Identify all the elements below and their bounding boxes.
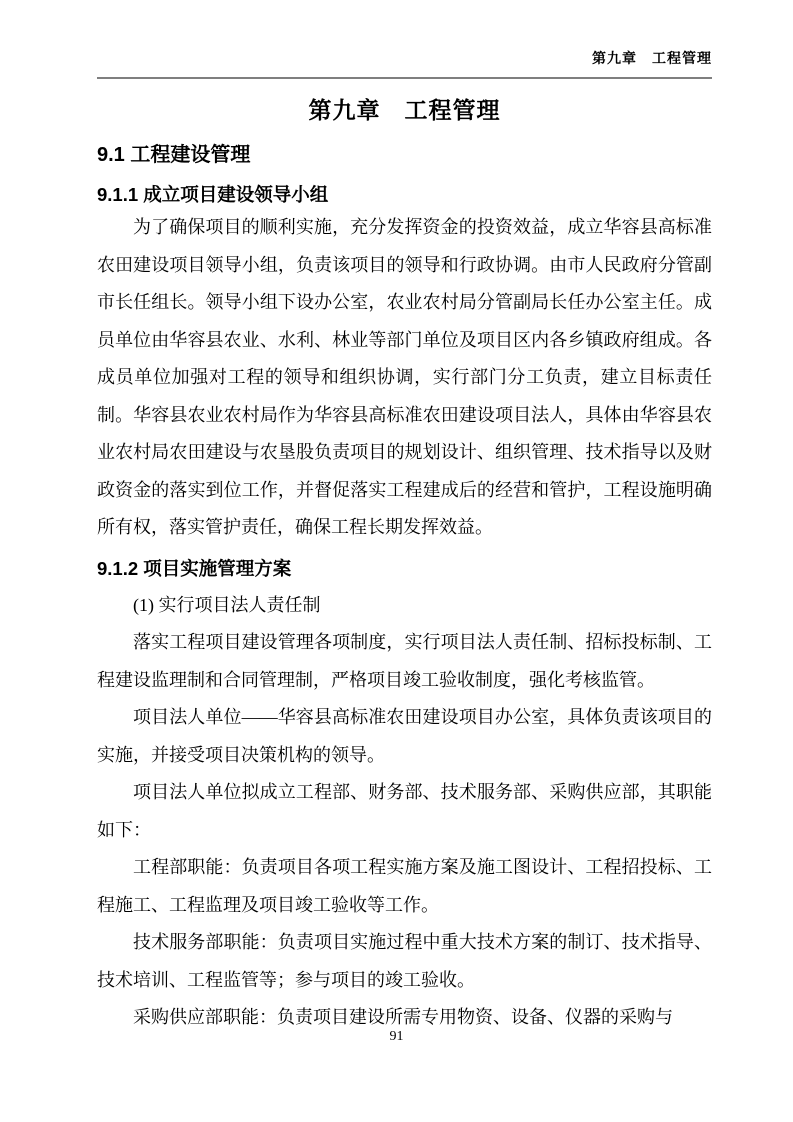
- section-heading-9-1: 9.1 工程建设管理: [97, 144, 251, 166]
- paragraph-legal-person-system: 落实工程项目建设管理各项制度，实行项目法人责任制、招标投标制、工程建设监理制和合同管理制，严格项目竣工验收制度，强化考核监管。: [97, 632, 712, 690]
- paragraph-procurement-dept: 采购供应部职能：负责项目建设所需专用物资、设备、仪器的采购与: [133, 1007, 673, 1027]
- chapter-title: 第九章 工程管理: [308, 97, 501, 123]
- paragraph-engineering-dept: 工程部职能：负责项目各项工程实施方案及施工图设计、工程招投标、工程施工、工程监理及项目竣工验收等工作。: [97, 857, 712, 915]
- header-divider: [97, 77, 712, 79]
- paragraph-legal-person-unit: 项目法人单位——华容县高标准农田建设项目办公室，具体负责该项目的实施，并接受项目决策机构的领导。: [97, 707, 712, 765]
- subsection-heading-9-1-1: 9.1.1 成立项目建设领导小组: [97, 184, 329, 205]
- paragraph-tech-service-dept: 技术服务部职能：负责项目实施过程中重大技术方案的制订、技术指导、技术培训、工程监管等；参与项目的竣工验收。: [97, 932, 712, 990]
- paragraph-departments-list: 项目法人单位拟成立工程部、财务部、技术服务部、采购供应部，其职能如下：: [97, 782, 712, 840]
- paragraph-item-1-title: (1) 实行项目法人责任制: [133, 594, 321, 615]
- running-header: 第九章 工程管理: [592, 52, 712, 67]
- subsection-heading-9-1-2: 9.1.2 项目实施管理方案: [97, 557, 292, 579]
- paragraph-leading-group: 为了确保项目的顺利实施，充分发挥资金的投资效益，成立华容县高标准农田建设项目领导小组，负责该项目的领导和行政协调。由市人民政府分管副市长任组长。领导小组下设办公室，农业农村局分管副局长任办公室主任。成员单位由华容县农业、水利、林业等部门单位及项目区内各乡镇政府组成。各成员单位加强对工程的领导和组织协调，实行部门分工负责，建立目标责任制。华容县农业农村局作为华容县高标准农田建设项目法人，具体由华容县农业农村局农田建设与农垦股负责项目的规划设计、组织管理、技术指导以及财政资金的落实到位工作，并督促落实工程建成后的经营和管护，工程设施明确所有权，落实管护责任，确保工程长期发挥效益。: [97, 217, 712, 537]
- page-content: [97, 0, 712, 1037]
- page-number: 91: [389, 1029, 404, 1044]
